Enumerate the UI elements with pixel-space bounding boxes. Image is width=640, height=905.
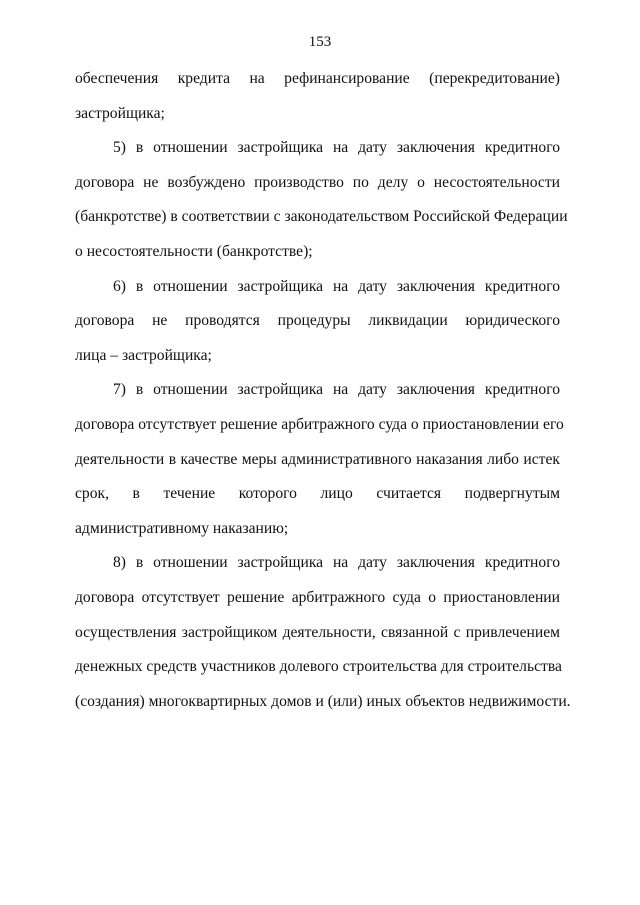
- text-line: договора отсутствует решение арбитражного суда о приостановлении его: [75, 415, 564, 433]
- text-line: срок, в течение которого лицо считается подвергнутым: [75, 485, 560, 503]
- text-line: договора не возбуждено производство по делу о несостоятельности: [75, 173, 560, 191]
- text-line: (банкротстве) в соответствии с законодательством Российской Федерации: [75, 208, 568, 226]
- text-line: (создания) многоквартирных домов и (или) иных объектов недвижимости.: [75, 692, 571, 710]
- text-line: застройщика;: [75, 104, 165, 122]
- text-line: лица – застройщика;: [75, 346, 212, 364]
- text-line: договора не проводятся процедуры ликвидации юридического: [75, 312, 560, 330]
- paragraph-continuation: [75, 62, 560, 131]
- text-line: 5) в отношении застройщика на дату заключения кредитного: [113, 139, 560, 157]
- text-line: административному наказанию;: [75, 519, 289, 537]
- text-line: осуществления застройщиком деятельности, связанной с привлечением: [75, 623, 560, 641]
- text-line: денежных средств участников долевого строительства для строительства: [75, 658, 562, 676]
- paragraph-item-5: [75, 131, 568, 269]
- text-line: о несостоятельности (банкротстве);: [75, 242, 313, 260]
- paragraph-item-7: [75, 373, 564, 546]
- text-line: деятельности в качестве меры административного наказания либо истек: [75, 450, 560, 468]
- text-line: обеспечения кредита на рефинансирование (перекредитование): [75, 70, 560, 87]
- text-line: 6) в отношении застройщика на дату заключения кредитного: [113, 277, 560, 295]
- text-line: 8) в отношении застройщика на дату заключения кредитного: [113, 554, 560, 572]
- page-number: 153: [308, 34, 332, 50]
- text-line: 7) в отношении застройщика на дату заключения кредитного: [113, 381, 560, 399]
- text-line: договора отсутствует решение арбитражного суда о приостановлении: [75, 588, 560, 606]
- document-body: [75, 62, 571, 719]
- paragraph-item-6: [75, 270, 560, 374]
- paragraph-item-8: [75, 546, 571, 719]
